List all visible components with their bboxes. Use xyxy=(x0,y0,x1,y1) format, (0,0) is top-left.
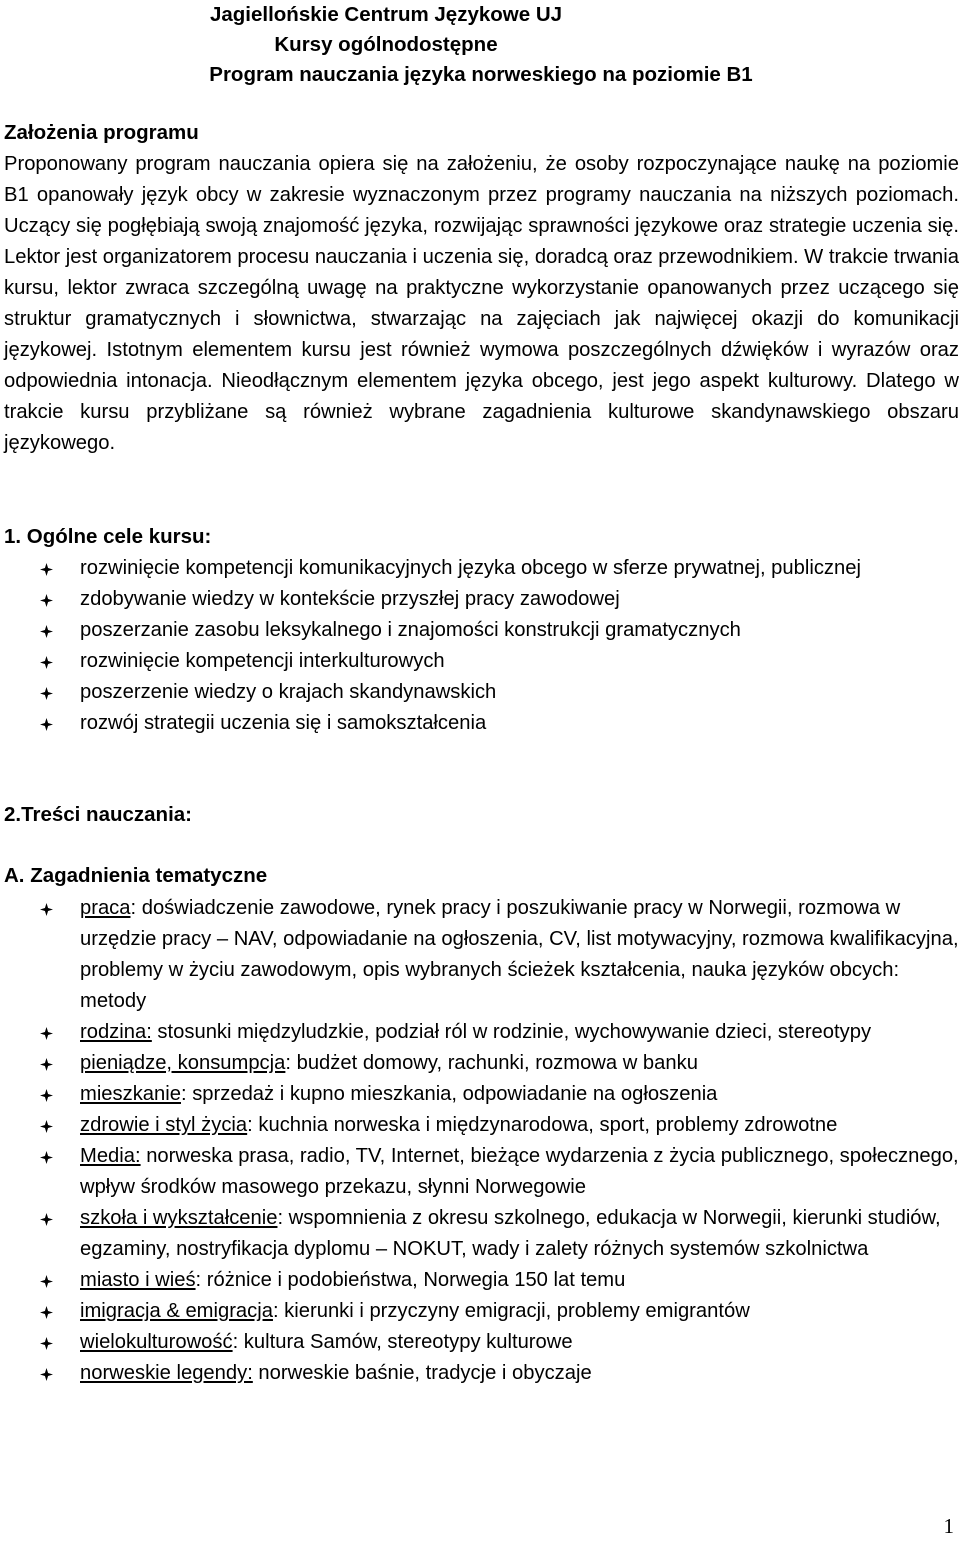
bullet-icon xyxy=(40,1151,53,1164)
bullet-icon xyxy=(40,1058,53,1071)
document-header xyxy=(0,0,960,90)
topics-list xyxy=(0,893,960,1389)
list-item: mieszkanie: sprzedaż i kupno mieszkania, odpowiadanie na ogłoszenia xyxy=(0,1079,960,1110)
list-item: wielokulturowość: kultura Samów, stereotypy kulturowe xyxy=(0,1327,960,1358)
bullet-icon xyxy=(40,1275,53,1288)
list-item: poszerzenie wiedzy o krajach skandynawskich xyxy=(0,677,960,708)
list-item: rodzina: stosunki międzyludzkie, podział ról w rodzinie, wychowywanie dzieci, stereotypy xyxy=(0,1017,960,1048)
bullet-icon xyxy=(40,1089,53,1102)
content-heading: 2.Treści nauczania: xyxy=(4,803,193,826)
bullet-icon xyxy=(40,656,53,669)
list-item: szkoła i wykształcenie: wspomnienia z okresu szkolnego, edukacja w Norwegii, kierunki studiów, egzaminy, nostryfikacja dyplomu – NOKUT, wady i zalety różnych systemów szkolnictwa xyxy=(0,1203,960,1265)
bullet-icon xyxy=(40,594,53,607)
list-item: rozwinięcie kompetencji interkulturowych xyxy=(0,646,960,677)
list-item: poszerzanie zasobu leksykalnego i znajomości konstrukcji gramatycznych xyxy=(0,615,960,646)
list-item: Media: norweska prasa, radio, TV, Internet, bieżące wydarzenia z życia publicznego, społecznego, wpływ środków masowego przekazu, słynni Norwegowie xyxy=(0,1141,960,1203)
list-item: norweskie legendy: norweskie baśnie, tradycje i obyczaje xyxy=(0,1358,960,1389)
header-course-type: Kursy ogólnodostępne xyxy=(274,33,498,56)
bullet-icon xyxy=(40,625,53,638)
list-item: rozwinięcie kompetencji komunikacyjnych języka obcego w sferze prywatnej, publicznej xyxy=(0,553,960,584)
header-institution: Jagiellońskie Centrum Językowe UJ xyxy=(209,3,563,26)
bullet-icon xyxy=(40,1120,53,1133)
bullet-icon xyxy=(40,687,53,700)
intro-paragraph: Proponowany program nauczania opiera się na założeniu, że osoby rozpoczynające naukę na poziomie B1 opanowały język obcy w zakresie wyznaczonym przez programy nauczania na niższych poziomach. Uczący się pogłębiają swoją znajomość języka, rozwijając sprawności językowe oraz strategie uczenia się. Lektor jest organizatorem procesu nauczania i uczenia się, doradcą oraz przewodnikiem. W trakcie trwania kursu, lektor zwraca szczególną uwagę na praktyczne wykorzystanie opanowanych przez uczącego się struktur gramatycznych i słownictwa, stwarzając na zajęciach jak najwięcej okazji do komunikacji językowej. Istotnym elementem kursu jest również wymowa poszczególnych dźwięków i wyrazów oraz odpowiednia intonacja. Nieodłącznym elementem języka obcego, jest jego aspekt kulturowy. Dlatego w trakcie kursu przybliżane są również wybrane zagadnienia kulturowe skandynawskiego obszaru językowego. xyxy=(4,153,959,454)
bullet-icon xyxy=(40,1306,53,1319)
bullet-icon xyxy=(40,1368,53,1381)
list-item: zdrowie i styl życia: kuchnia norweska i międzynarodowa, sport, problemy zdrowotne xyxy=(0,1110,960,1141)
header-program-title: Program nauczania języka norweskiego na poziomie B1 xyxy=(209,63,753,86)
goals-list xyxy=(0,553,960,739)
list-item: praca: doświadczenie zawodowe, rynek pracy i poszukiwanie pracy w Norwegii, rozmowa w urzędzie pracy – NAV, odpowiadanie na ogłoszenia, CV, list motywacyjny, rozmowa kwalifikacyjna, problemy w życiu zawodowym, opis wybranych ścieżek kształcenia, nauka języków obcych: metody xyxy=(0,893,960,1017)
goals-heading: 1. Ogólne cele kursu: xyxy=(4,525,212,548)
bullet-icon xyxy=(40,1337,53,1350)
list-item: pieniądze, konsumpcja: budżet domowy, rachunki, rozmowa w banku xyxy=(0,1048,960,1079)
list-item: rozwój strategii uczenia się i samokształcenia xyxy=(0,708,960,739)
bullet-icon xyxy=(40,563,53,576)
page-number: 1 xyxy=(943,1514,954,1538)
list-item: miasto i wieś: różnice i podobieństwa, Norwegia 150 lat temu xyxy=(0,1265,960,1296)
bullet-icon xyxy=(40,1213,53,1226)
list-item: imigracja & emigracja: kierunki i przyczyny emigracji, problemy emigrantów xyxy=(0,1296,960,1327)
list-item: zdobywanie wiedzy w kontekście przyszłej pracy zawodowej xyxy=(0,584,960,615)
bullet-icon xyxy=(40,903,53,916)
intro-heading: Założenia programu xyxy=(4,121,199,144)
bullet-icon xyxy=(40,1027,53,1040)
topics-heading: A. Zagadnienia tematyczne xyxy=(4,864,268,887)
bullet-icon xyxy=(40,718,53,731)
